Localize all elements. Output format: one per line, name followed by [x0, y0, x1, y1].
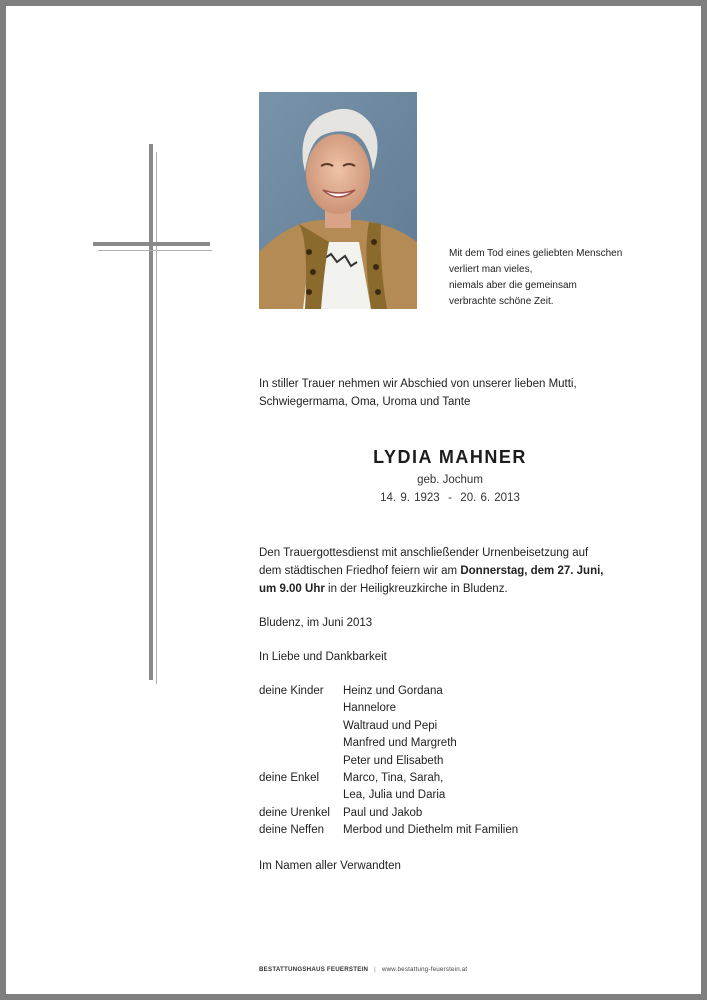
mourner-row	[259, 805, 518, 822]
funeral-home-name: BESTATTUNGSHAUS FEUERSTEIN	[259, 966, 369, 973]
mourner-relation: deine Urenkel	[259, 806, 330, 819]
closing-line: Im Namen aller Verwandten	[259, 860, 401, 872]
mourner-names: Merbod und Diethelm mit Familien	[343, 824, 519, 837]
mourner-row	[259, 683, 518, 700]
cross-vertical-bar	[149, 144, 153, 680]
dedication-line: In Liebe und Dankbarkeit	[259, 651, 387, 663]
service-time: um 9.00 Uhr	[259, 583, 325, 595]
mourner-relation	[259, 718, 343, 735]
birth-name: geb. Jochum	[417, 474, 483, 486]
mourner-row	[259, 718, 518, 735]
mourner-row	[259, 700, 518, 717]
cross-horizontal-bar	[93, 242, 210, 246]
mourner-relation	[259, 753, 343, 770]
mourner-names: Marco, Tina, Sarah,	[343, 772, 444, 785]
intro-line: Schwiegermama, Oma, Uroma und Tante	[259, 396, 471, 408]
mourner-names: Heinz und Gordana	[343, 685, 443, 697]
place-date: Bludenz, im Juni 2013	[259, 617, 373, 629]
portrait-photo	[259, 92, 417, 309]
mourner-row	[259, 770, 518, 787]
quote-line: verliert man vieles,	[449, 264, 533, 275]
cross-vertical-shadow	[156, 152, 157, 684]
mourner-row	[259, 787, 518, 804]
quote-line: niemals aber die gemeinsam	[449, 280, 577, 291]
footer	[259, 966, 467, 973]
mourner-names: Manfred und Margreth	[343, 737, 457, 750]
mourners-list	[259, 683, 518, 840]
mourner-names: Peter und Elisabeth	[343, 754, 444, 767]
mourner-names: Hannelore	[343, 702, 397, 715]
mourner-relation: deine Enkel	[259, 772, 320, 785]
mourner-relation: deine Neffen	[259, 824, 325, 837]
memorial-quote	[449, 246, 689, 310]
quote-line: verbrachte schöne Zeit.	[449, 296, 554, 307]
intro-line: In stiller Trauer nehmen wir Abschied von unserer lieben Mutti,	[259, 378, 577, 390]
mourner-row	[259, 822, 518, 839]
mourner-relation	[259, 735, 343, 752]
service-announcement	[259, 544, 604, 598]
service-line	[259, 580, 604, 598]
mourner-names: Lea, Julia und Daria	[343, 789, 446, 802]
footer-separator: |	[374, 966, 376, 973]
quote-line: Mit dem Tod eines geliebten Menschen	[449, 248, 623, 259]
service-text: dem städtischen Friedhof feiern wir am	[259, 565, 461, 577]
deceased-name: LYDIA MAHNER	[373, 447, 527, 467]
mourner-relation: deine Kinder	[259, 685, 324, 697]
life-dates: 14. 9. 1923 - 20. 6. 2013	[380, 492, 520, 504]
mourner-relation	[259, 700, 343, 717]
service-line	[259, 562, 604, 580]
cross-horizontal-shadow	[98, 250, 212, 251]
service-date: Donnerstag, dem 27. Juni,	[460, 565, 604, 577]
mourner-names: Paul und Jakob	[343, 806, 423, 819]
service-location: in der Heiligkreuzkirche in Bludenz.	[324, 583, 508, 595]
funeral-home-website[interactable]: www.bestattung-feuerstein.at	[381, 966, 468, 973]
mourner-relation	[259, 787, 343, 804]
mourner-row	[259, 753, 518, 770]
mourner-row	[259, 735, 518, 752]
service-line: Den Trauergottesdienst mit anschließender Urnenbeisetzung auf	[259, 547, 589, 559]
intro-text	[259, 375, 577, 411]
mourner-names: Waltraud und Pepi	[343, 719, 438, 732]
